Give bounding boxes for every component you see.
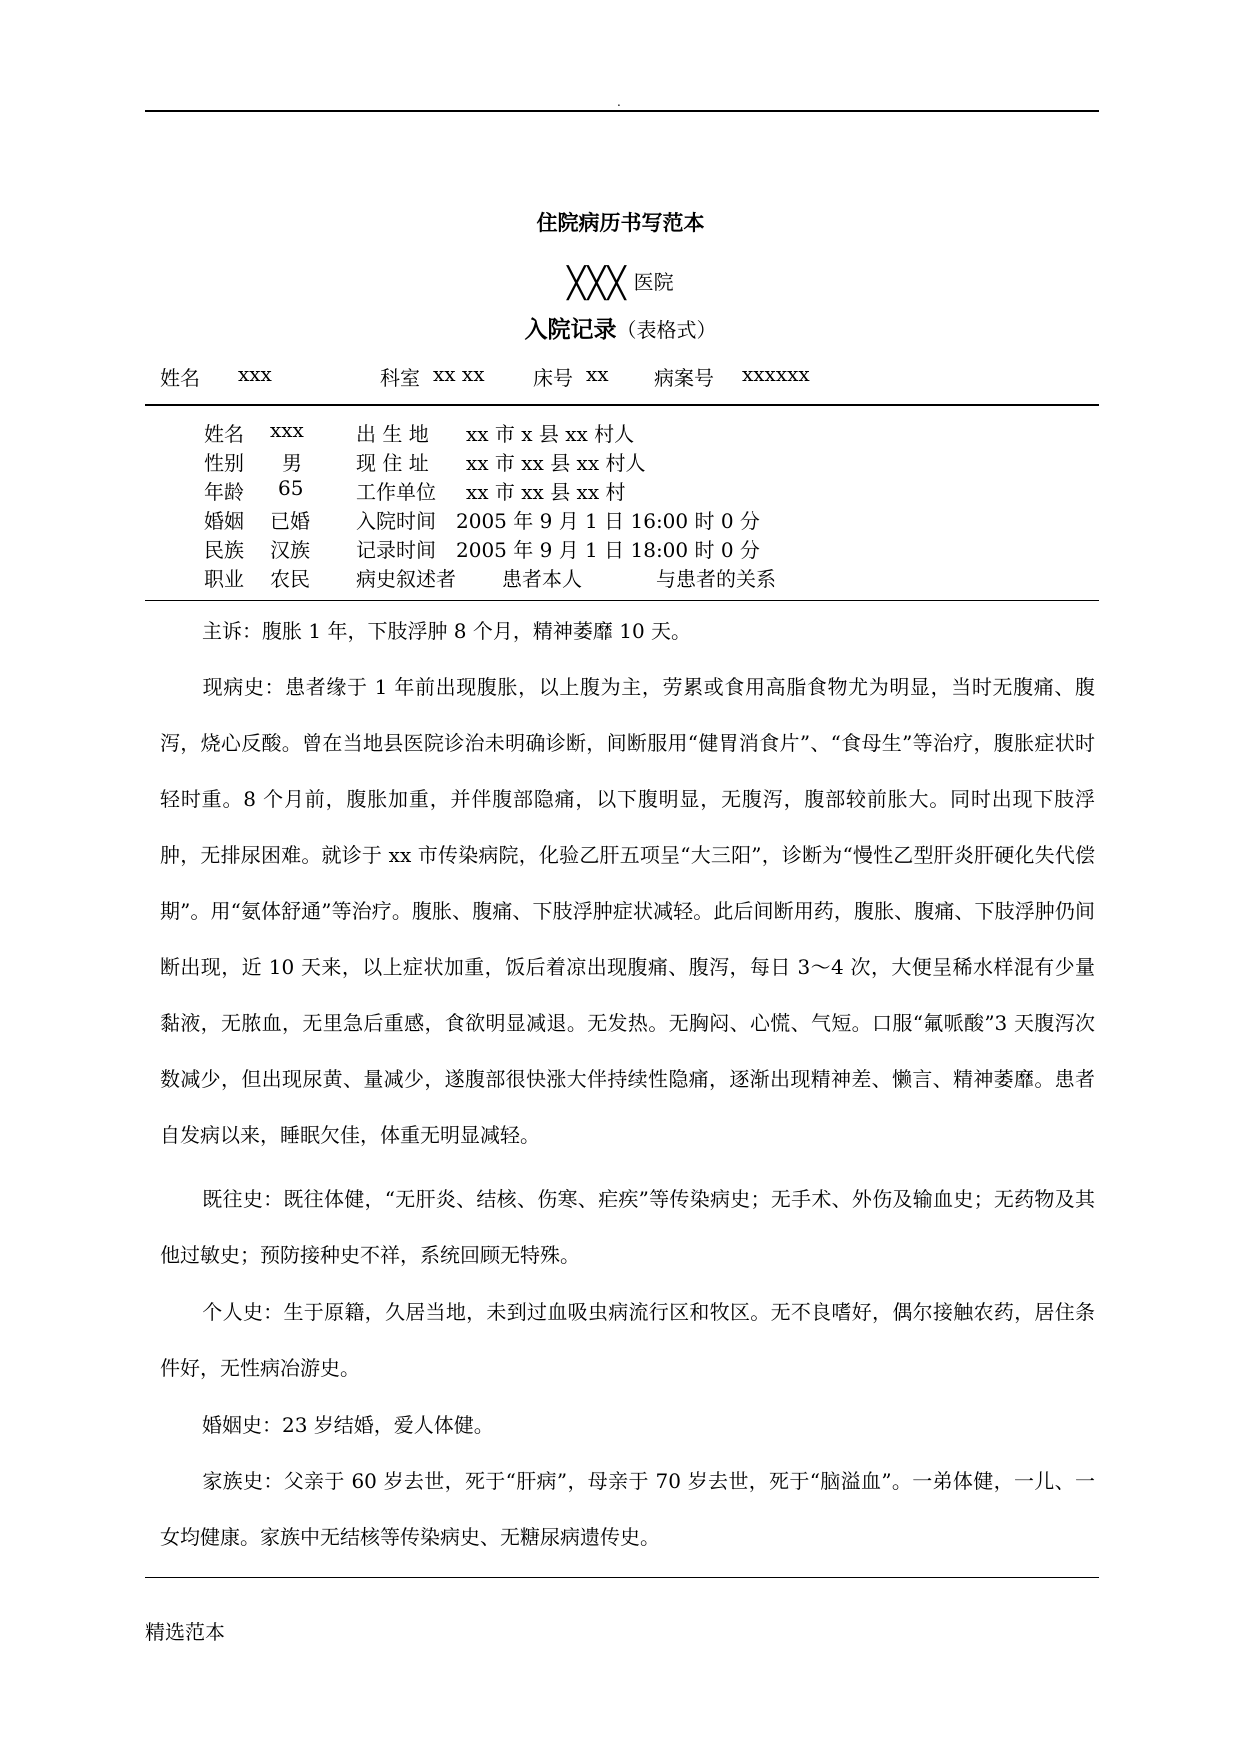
chief-complaint-text: 主诉：腹胀 1 年，下肢浮肿 8 个月，精神萎靡 10 天。: [202, 619, 692, 643]
info-table-rule: [145, 600, 1099, 601]
info-label: 年龄: [204, 480, 244, 504]
personal-history: [160, 1284, 1095, 1396]
personal-history-text: 个人史：生于原籍，久居当地，未到过血吸虫病流行区和牧区。无不良嗜好，偶尔接触农药，居住条件好，无性病冶游史。: [160, 1300, 1095, 1380]
present-illness: [160, 659, 1095, 1163]
bed-value: xx: [586, 362, 609, 386]
info-value-2: xx 市 xx 县 xx 村: [466, 480, 626, 504]
info-label-2: 工作单位: [356, 480, 436, 504]
record-title-sub: （表格式）: [616, 318, 717, 342]
record-title: [0, 311, 1241, 344]
info-label-2: 入院时间: [356, 509, 436, 533]
case-value: xxxxxx: [742, 362, 810, 386]
info-label-2: 记录时间: [356, 538, 436, 562]
document-title: 住院病历书写范本: [536, 211, 705, 235]
marital-history: [160, 1397, 1095, 1453]
patient-header-rule: [145, 404, 1099, 406]
info-label: 姓名: [204, 422, 244, 446]
info-label-3: 与患者的关系: [656, 567, 776, 591]
info-label-2: 现 住 址: [356, 451, 429, 475]
record-title-main: 入院记录: [524, 317, 617, 343]
present-illness-text: 现病史：患者缘于 1 年前出现腹胀，以上腹为主，劳累或食用高脂食物尤为明显，当时无腹痛、腹泻，烧心反酸。曾在当地县医院诊治未明确诊断，间断服用“健胃消食片”、“食母生”等治疗，腹胀症状时轻时重。8 个月前，腹胀加重，并伴腹部隐痛，以下腹明显，无腹泻，腹部较前胀大。同时出现下肢浮肿，无排尿困难。就诊于 xx 市传染病院，化验乙肝五项呈“大三阳”，诊断为“慢性乙型肝炎肝硬化失代偿期”。用“氨体舒通”等治疗。腹胀、腹痛、下肢浮肿症状减轻。此后间断用药，腹胀、腹痛、下肢浮肿仍间断出现，近 10 天来，以上症状加重，饭后着凉出现腹痛、腹泻，每日 3～4 次，大便呈稀水样混有少量黏液，无脓血，无里急后重感，食欲明显减退。无发热。无胸闷、心慌、气短。口服“氟哌酸”3 天腹泻次数减少，但出现尿黄、量减少，遂腹部很快涨大伴持续性隐痛，逐渐出现精神差、懒言、精神萎靡。患者自发病以来，睡眠欠佳，体重无明显减轻。: [160, 675, 1095, 1147]
info-value: 汉族: [270, 538, 310, 562]
info-value: 65: [278, 476, 304, 500]
chief-complaint: [160, 603, 1095, 659]
name-label: 姓名: [160, 366, 200, 390]
past-history-text: 既往史：既往体健，“无肝炎、结核、伤寒、疟疾”等传染病史；无手术、外伤及输血史；无药物及其他过敏史；预防接种史不祥，系统回顾无特殊。: [160, 1187, 1095, 1267]
bed-label: 床号: [533, 366, 573, 390]
info-value: xxx: [270, 418, 304, 442]
hospital-marks: ╳╳╳: [567, 266, 628, 301]
info-label: 婚姻: [204, 509, 244, 533]
info-label: 民族: [204, 538, 244, 562]
hospital-name: 医院: [633, 270, 674, 294]
family-history-text: 家族史：父亲于 60 岁去世，死于“肝病”，母亲于 70 岁去世，死于“脑溢血”。一弟体健，一儿、一女均健康。家族中无结核等传染病史、无糖尿病遗传史。: [160, 1469, 1095, 1549]
hospital-line: [0, 266, 1241, 301]
family-history: [160, 1453, 1095, 1565]
info-label-2: 出 生 地: [356, 422, 429, 446]
info-value-2: xx 市 xx 县 xx 村人: [466, 451, 646, 475]
info-value: 已婚: [270, 509, 310, 533]
info-value-2: 患者本人: [502, 567, 582, 591]
header-dot: .: [617, 95, 621, 109]
info-label-2: 病史叙述者: [356, 567, 456, 591]
footer-rule: [145, 1577, 1099, 1578]
footer-text: 精选范本: [145, 1620, 225, 1644]
info-value-2: 2005 年 9 月 1 日 18:00 时 0 分: [456, 538, 760, 562]
info-label: 性别: [204, 451, 244, 475]
name-value: xxx: [238, 362, 272, 386]
info-value-2: 2005 年 9 月 1 日 16:00 时 0 分: [456, 509, 760, 533]
header-rule: [145, 110, 1099, 112]
info-value: 男: [282, 451, 302, 475]
past-history: [160, 1171, 1095, 1283]
dept-value: xx xx: [433, 362, 485, 386]
info-label: 职业: [204, 567, 244, 591]
case-label: 病案号: [654, 366, 714, 390]
dept-label: 科室: [380, 366, 420, 390]
marital-history-text: 婚姻史：23 岁结婚，爱人体健。: [202, 1413, 494, 1437]
info-value-2: xx 市 x 县 xx 村人: [466, 422, 635, 446]
info-value: 农民: [270, 567, 310, 591]
